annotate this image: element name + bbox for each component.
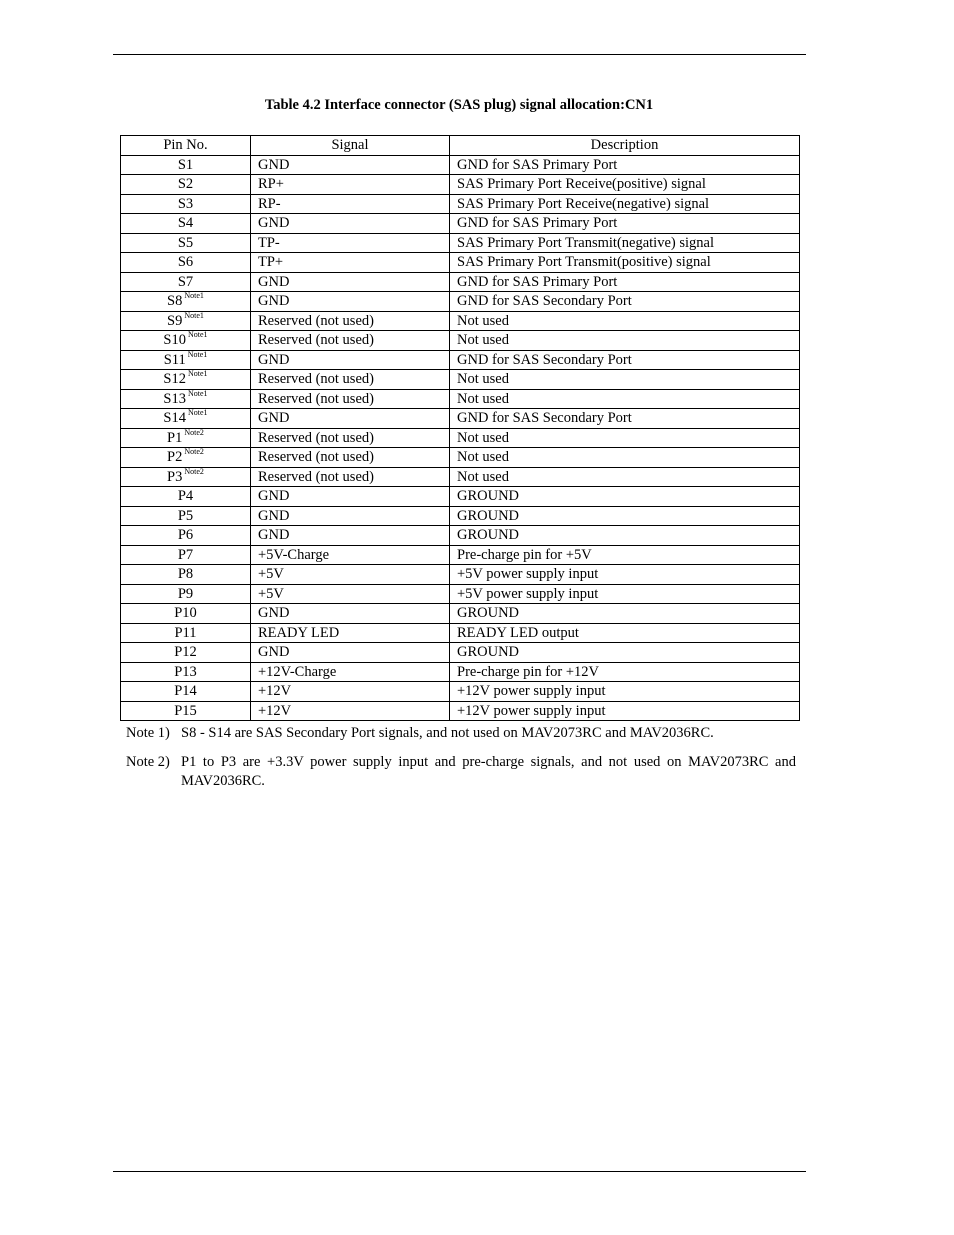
pin-cell (121, 428, 251, 448)
signal-cell: Reserved (not used) (251, 370, 450, 390)
pin-number: S1 (177, 156, 194, 173)
table-row (121, 526, 800, 546)
table-row (121, 272, 800, 292)
description-cell: SAS Primary Port Receive(positive) signal (450, 175, 800, 195)
pin-cell (121, 409, 251, 429)
description-cell: GND for SAS Secondary Port (450, 350, 800, 370)
note-reference: Note1 (184, 291, 204, 301)
pin-cell (121, 448, 251, 468)
table-row (121, 350, 800, 370)
signal-cell: GND (251, 526, 450, 546)
pin-cell (121, 214, 251, 234)
table-row (121, 487, 800, 507)
pin-number: P13 (174, 663, 197, 680)
pin-number: S14 (163, 410, 186, 427)
signal-cell: GND (251, 350, 450, 370)
signal-cell: +5V (251, 565, 450, 585)
signal-cell: READY LED (251, 623, 450, 643)
signal-cell: GND (251, 506, 450, 526)
table-row (121, 428, 800, 448)
pin-cell (121, 506, 251, 526)
table-row (121, 233, 800, 253)
pin-number: S13 (163, 390, 186, 407)
signal-cell: Reserved (not used) (251, 428, 450, 448)
description-cell: GROUND (450, 643, 800, 663)
description-cell: Not used (450, 370, 800, 390)
footer-rule (113, 1171, 806, 1172)
note-reference: Note2 (184, 428, 204, 437)
pin-cell (121, 545, 251, 565)
description-cell: Not used (450, 331, 800, 351)
table-row (121, 467, 800, 487)
note-reference: Note2 (184, 467, 204, 476)
table-row (121, 448, 800, 468)
signal-cell: +12V (251, 682, 450, 702)
description-cell: GROUND (450, 604, 800, 624)
table-row (121, 331, 800, 351)
description-cell: GND for SAS Primary Port (450, 214, 800, 234)
signal-allocation-table (120, 135, 800, 721)
pin-cell (121, 467, 251, 487)
note-reference: Note2 (184, 447, 204, 457)
pin-cell (121, 623, 251, 643)
pin-cell (121, 701, 251, 721)
signal-cell: GND (251, 643, 450, 663)
description-cell: Not used (450, 428, 800, 448)
signal-cell: GND (251, 155, 450, 175)
description-cell: SAS Primary Port Transmit(positive) signal (450, 253, 800, 273)
description-cell: +5V power supply input (450, 565, 800, 585)
description-cell: SAS Primary Port Receive(negative) signal (450, 194, 800, 214)
table-row (121, 155, 800, 175)
description-cell: Not used (450, 448, 800, 468)
signal-cell: +5V (251, 584, 450, 604)
signal-cell: TP- (251, 233, 450, 253)
pin-number: P1 (167, 429, 183, 446)
description-cell: READY LED output (450, 623, 800, 643)
note-1 (126, 724, 796, 743)
note-reference: Note1 (188, 330, 208, 340)
description-cell: +12V power supply input (450, 701, 800, 721)
pin-number: P10 (174, 605, 197, 622)
signal-cell: RP- (251, 194, 450, 214)
signal-cell: GND (251, 292, 450, 312)
pin-number: S11 (163, 351, 186, 368)
table-row (121, 214, 800, 234)
pin-cell (121, 487, 251, 507)
pin-cell (121, 194, 251, 214)
signal-cell: GND (251, 272, 450, 292)
pin-cell (121, 565, 251, 585)
signal-cell: +12V (251, 701, 450, 721)
description-cell: SAS Primary Port Transmit(negative) signal (450, 233, 800, 253)
table-row (121, 409, 800, 429)
pin-number: P11 (174, 624, 197, 641)
table-row (121, 506, 800, 526)
description-cell: GND for SAS Primary Port (450, 155, 800, 175)
table-row (121, 623, 800, 643)
signal-cell: Reserved (not used) (251, 331, 450, 351)
note-reference: Note1 (188, 408, 208, 418)
pin-number: P6 (177, 527, 194, 544)
pin-number: S9 (167, 312, 183, 329)
pin-cell (121, 662, 251, 682)
table-row (121, 311, 800, 331)
description-cell: Not used (450, 467, 800, 487)
note-reference: Note1 (187, 350, 208, 359)
pin-cell (121, 175, 251, 195)
pin-number: P7 (177, 546, 194, 563)
pin-number: S2 (177, 176, 194, 193)
signal-cell: RP+ (251, 175, 450, 195)
table-row (121, 253, 800, 273)
signal-cell: Reserved (not used) (251, 389, 450, 409)
table-row (121, 643, 800, 663)
pin-number: P8 (177, 566, 194, 583)
pin-number: P2 (167, 449, 183, 466)
pin-cell (121, 370, 251, 390)
signal-cell: GND (251, 604, 450, 624)
signal-cell: GND (251, 409, 450, 429)
note-label: Note 1) (126, 725, 170, 741)
pin-cell (121, 292, 251, 312)
description-cell: GROUND (450, 487, 800, 507)
description-cell: GND for SAS Primary Port (450, 272, 800, 292)
description-cell: GND for SAS Secondary Port (450, 409, 800, 429)
note-text: S8 - S14 are SAS Secondary Port signals, and not used on MAV2073RC and MAV2036RC. (181, 725, 714, 741)
column-header-pin: Pin No. (121, 136, 251, 156)
pin-number: S7 (177, 273, 194, 290)
pin-cell (121, 272, 251, 292)
pin-cell (121, 604, 251, 624)
pin-number: P9 (177, 585, 194, 602)
note-reference: Note1 (184, 311, 204, 320)
table-caption: Table 4.2 Interface connector (SAS plug) signal allocation:CN1 (264, 97, 654, 113)
signal-cell: +5V-Charge (251, 545, 450, 565)
pin-number: S6 (177, 254, 194, 271)
pin-number: P12 (174, 644, 197, 661)
pin-cell (121, 643, 251, 663)
note-reference: Note1 (188, 389, 208, 398)
column-header-description: Description (450, 136, 800, 156)
description-cell: Pre-charge pin for +12V (450, 662, 800, 682)
table-row (121, 292, 800, 312)
description-cell: GROUND (450, 506, 800, 526)
pin-number: S10 (163, 332, 186, 349)
table-row (121, 545, 800, 565)
pin-cell (121, 233, 251, 253)
table-row (121, 682, 800, 702)
description-cell: GND for SAS Secondary Port (450, 292, 800, 312)
column-header-signal: Signal (251, 136, 450, 156)
header-rule (113, 54, 806, 55)
pin-number: P14 (174, 683, 197, 700)
pin-number: S5 (177, 234, 194, 251)
table-row (121, 389, 800, 409)
pin-cell (121, 350, 251, 370)
pin-cell (121, 526, 251, 546)
description-cell: +12V power supply input (450, 682, 800, 702)
pin-number: P4 (177, 488, 194, 505)
pin-number: S4 (177, 215, 194, 232)
note-text: P1 to P3 are +3.3V power supply input and pre-charge signals, and not used on MAV2073RC and MAV2036RC. (181, 754, 796, 789)
description-cell: GROUND (450, 526, 800, 546)
pin-cell (121, 253, 251, 273)
pin-cell (121, 331, 251, 351)
note-reference: Note1 (188, 369, 208, 379)
table-row (121, 175, 800, 195)
signal-cell: GND (251, 487, 450, 507)
note-label: Note 2) (126, 754, 170, 770)
pin-number: P5 (177, 507, 194, 524)
table-header-row (121, 136, 800, 156)
pin-number: P15 (174, 702, 197, 719)
pin-cell (121, 155, 251, 175)
signal-cell: Reserved (not used) (251, 448, 450, 468)
description-cell: Not used (450, 311, 800, 331)
pin-cell (121, 389, 251, 409)
pin-number: P3 (167, 468, 183, 485)
signal-cell: TP+ (251, 253, 450, 273)
pin-cell (121, 311, 251, 331)
description-cell: Not used (450, 389, 800, 409)
signal-cell: Reserved (not used) (251, 467, 450, 487)
table-row (121, 604, 800, 624)
signal-cell: GND (251, 214, 450, 234)
description-cell: Pre-charge pin for +5V (450, 545, 800, 565)
signal-cell: Reserved (not used) (251, 311, 450, 331)
pin-cell (121, 682, 251, 702)
note-2 (126, 753, 796, 791)
table-row (121, 662, 800, 682)
table-body (121, 155, 800, 721)
table-row (121, 565, 800, 585)
pin-number: S3 (177, 195, 194, 212)
pin-cell (121, 584, 251, 604)
table-row (121, 584, 800, 604)
signal-cell: +12V-Charge (251, 662, 450, 682)
table-row (121, 701, 800, 721)
table-row (121, 370, 800, 390)
description-cell: +5V power supply input (450, 584, 800, 604)
table-row (121, 194, 800, 214)
pin-number: S8 (167, 293, 183, 310)
pin-number: S12 (163, 371, 186, 388)
